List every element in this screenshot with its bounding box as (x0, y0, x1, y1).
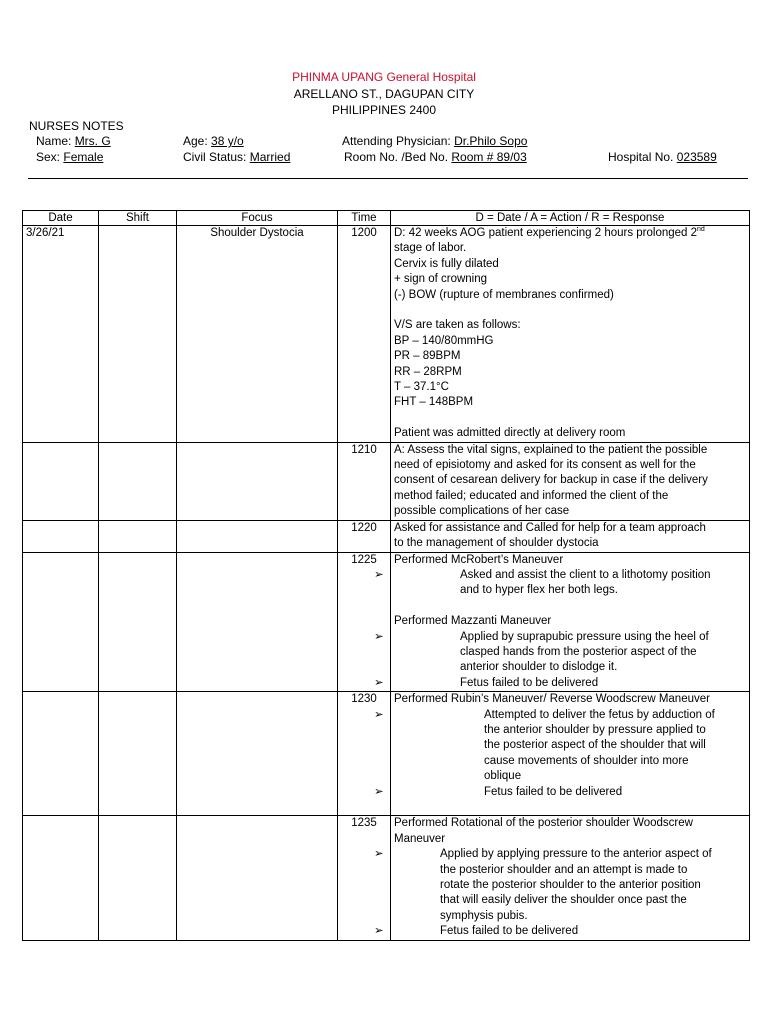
arrow-bullet-icon: ➢ (374, 785, 384, 798)
note-line: the posterior shoulder and an attempt is made to (440, 863, 688, 876)
column-header-dar: D = Date / A = Action / R = Response (391, 211, 750, 226)
note-line: Performed Rotational of the posterior shoulder Woodscrew (394, 817, 693, 830)
arrow-bullet-icon: ➢ (374, 676, 384, 689)
arrow-bullet-icon: ➢ (374, 848, 384, 861)
name-label: Name: (36, 134, 72, 148)
bullet-text: Attempted to deliver the fetus by adduction of (484, 708, 715, 721)
shift-cell (99, 520, 177, 552)
bullet-item (374, 924, 746, 939)
date-cell (23, 692, 99, 816)
physician-label: Attending Physician: (342, 134, 451, 148)
shift-cell (99, 226, 177, 443)
civil-status-field (183, 150, 290, 164)
note-line: A: Assess the vital signs, explained to the patient the possible (394, 443, 708, 456)
ordinal-suffix: nd (697, 226, 705, 234)
note-line: that will easily deliver the shoulder once past the (440, 894, 687, 907)
date-cell (23, 520, 99, 552)
time-cell: 1235 (338, 816, 391, 940)
note-line: and to hyper flex her both legs. (460, 584, 618, 597)
note-line (394, 226, 746, 241)
blank-line (394, 800, 746, 815)
note-line: the posterior aspect of the shoulder that will (484, 739, 706, 752)
note-line: need of episiotomy and asked for its consent as well for the (394, 459, 696, 472)
date-cell (23, 442, 99, 520)
note-line: RR – 28RPM (394, 365, 462, 378)
focus-cell (177, 520, 338, 552)
time-cell: 1200 (338, 226, 391, 443)
note-line: FHT – 148BPM (394, 396, 474, 409)
note-line: + sign of crowning (394, 273, 488, 286)
note-line: Cervix is fully dilated (394, 257, 499, 270)
physician-value: Dr.Philo Sopo (454, 134, 528, 148)
bullet-text: Fetus failed to be delivered (460, 676, 599, 689)
header-divider (28, 178, 748, 179)
attending-physician-field (342, 134, 527, 148)
shift-cell (99, 552, 177, 692)
note-line: Asked for assistance and Called for help for a team approach (394, 521, 706, 534)
shift-cell (99, 442, 177, 520)
time-cell: 1210 (338, 442, 391, 520)
blank-line (394, 599, 746, 614)
room-value: Room # 89/03 (451, 150, 527, 164)
note-line: Patient was admitted directly at delivery room (394, 427, 626, 440)
note-line: BP – 140/80mmHG (394, 334, 494, 347)
note-text: D: 42 weeks AOG patient experiencing 2 hours prolonged 2 (394, 227, 698, 239)
note-line: Performed Mazzanti Maneuver (394, 615, 552, 628)
note-line: PR – 89BPM (394, 350, 461, 363)
note-line: stage of labor. (394, 242, 467, 255)
bullet-text: Asked and assist the client to a lithotomy position (460, 568, 711, 581)
note-line: the anterior shoulder by pressure applied to (484, 723, 706, 736)
table-row (23, 520, 750, 552)
note-line: consent of cesarean delivery for backup in case if the delivery (394, 474, 708, 487)
table-header-row (23, 211, 750, 226)
blank-line (394, 303, 746, 318)
dar-cell (374, 692, 750, 816)
table-row (23, 226, 750, 443)
name-value: Mrs. G (74, 134, 111, 148)
bullet-item (374, 568, 746, 583)
bullet-text: Fetus failed to be delivered (484, 785, 623, 798)
section-title: NURSES NOTES (29, 119, 124, 133)
bullet-item (374, 785, 746, 800)
note-line: symphysis pubis. (440, 909, 528, 922)
focus-cell (177, 552, 338, 692)
arrow-bullet-icon: ➢ (374, 925, 384, 938)
shift-cell (99, 692, 177, 816)
table-row (23, 692, 750, 816)
hospital-name: PHINMA UPANG General Hospital (292, 70, 476, 84)
table-row (23, 442, 750, 520)
note-line: Performed McRobert’s Maneuver (394, 553, 564, 566)
focus-cell (177, 442, 338, 520)
arrow-bullet-icon: ➢ (374, 630, 384, 643)
note-line: rotate the posterior shoulder to the anterior position (440, 879, 701, 891)
bullet-item (374, 847, 746, 862)
bullet-item (374, 630, 746, 645)
hospital-number-label: Hospital No. (608, 150, 674, 164)
note-line: Performed Rubin’s Maneuver/ Reverse Woodscrew Maneuver (394, 693, 710, 706)
hospital-address-line1: ARELLANO ST., DAGUPAN CITY (293, 87, 475, 101)
dar-cell (374, 552, 750, 692)
arrow-bullet-icon: ➢ (374, 568, 384, 581)
room-bed-field (344, 150, 527, 164)
column-header-focus: Focus (177, 211, 338, 226)
arrow-bullet-icon: ➢ (374, 708, 384, 721)
age-label: Age: (183, 134, 208, 148)
column-header-shift: Shift (99, 211, 177, 226)
focus-cell (177, 692, 338, 816)
patient-age-field (183, 134, 244, 148)
note-line: T – 37.1°C (394, 381, 449, 394)
nurses-notes-table (22, 210, 750, 941)
focus-cell (177, 816, 338, 940)
column-header-date: Date (23, 211, 99, 226)
time-cell: 1230 (338, 692, 391, 816)
shift-cell (99, 816, 177, 940)
date-cell (23, 552, 99, 692)
date-cell: 3/26/21 (23, 226, 99, 443)
patient-name-field (36, 134, 111, 148)
note-line: (-) BOW (rupture of membranes confirmed) (394, 288, 614, 301)
date-cell (23, 816, 99, 940)
patient-sex-field (36, 150, 117, 164)
dar-cell (391, 520, 750, 552)
note-line: cause movements of shoulder into more (484, 754, 689, 767)
note-line: to the management of shoulder dystocia (394, 537, 599, 550)
hospital-number-field (608, 150, 717, 164)
bullet-item (374, 708, 746, 723)
note-line: Maneuver (394, 832, 446, 845)
time-cell: 1225 (338, 552, 391, 692)
focus-cell: Shoulder Dystocia (177, 226, 338, 443)
sex-value: Female (63, 150, 104, 164)
time-cell: 1220 (338, 520, 391, 552)
note-line: possible complications of her case (394, 505, 570, 518)
hospital-number-value: 023589 (676, 150, 717, 164)
dar-cell (391, 226, 750, 443)
table-row (23, 552, 750, 692)
bullet-text: Applied by applying pressure to the anterior aspect of (440, 848, 712, 861)
note-line: oblique (484, 770, 522, 783)
table-row (23, 816, 750, 940)
note-line: method failed; educated and informed the client of the (394, 489, 669, 502)
note-line: clasped hands from the posterior aspect of the (460, 645, 697, 658)
bullet-text: Fetus failed to be delivered (440, 925, 579, 938)
room-label: Room No. /Bed No. (344, 150, 449, 164)
blank-line (394, 411, 746, 426)
note-line: anterior shoulder to dislodge it. (460, 661, 618, 674)
civil-status-label: Civil Status: (183, 150, 247, 164)
dar-cell (374, 816, 750, 940)
bullet-item (374, 676, 746, 691)
column-header-time: Time (338, 211, 391, 226)
age-value: 38 y/o (211, 134, 244, 148)
dar-cell (391, 442, 750, 520)
note-line: V/S are taken as follows: (394, 319, 521, 332)
civil-status-value: Married (249, 150, 291, 164)
hospital-address-line2: PHILIPPINES 2400 (331, 103, 437, 117)
bullet-text: Applied by suprapubic pressure using the heel of (460, 630, 709, 643)
sex-label: Sex: (36, 150, 61, 164)
